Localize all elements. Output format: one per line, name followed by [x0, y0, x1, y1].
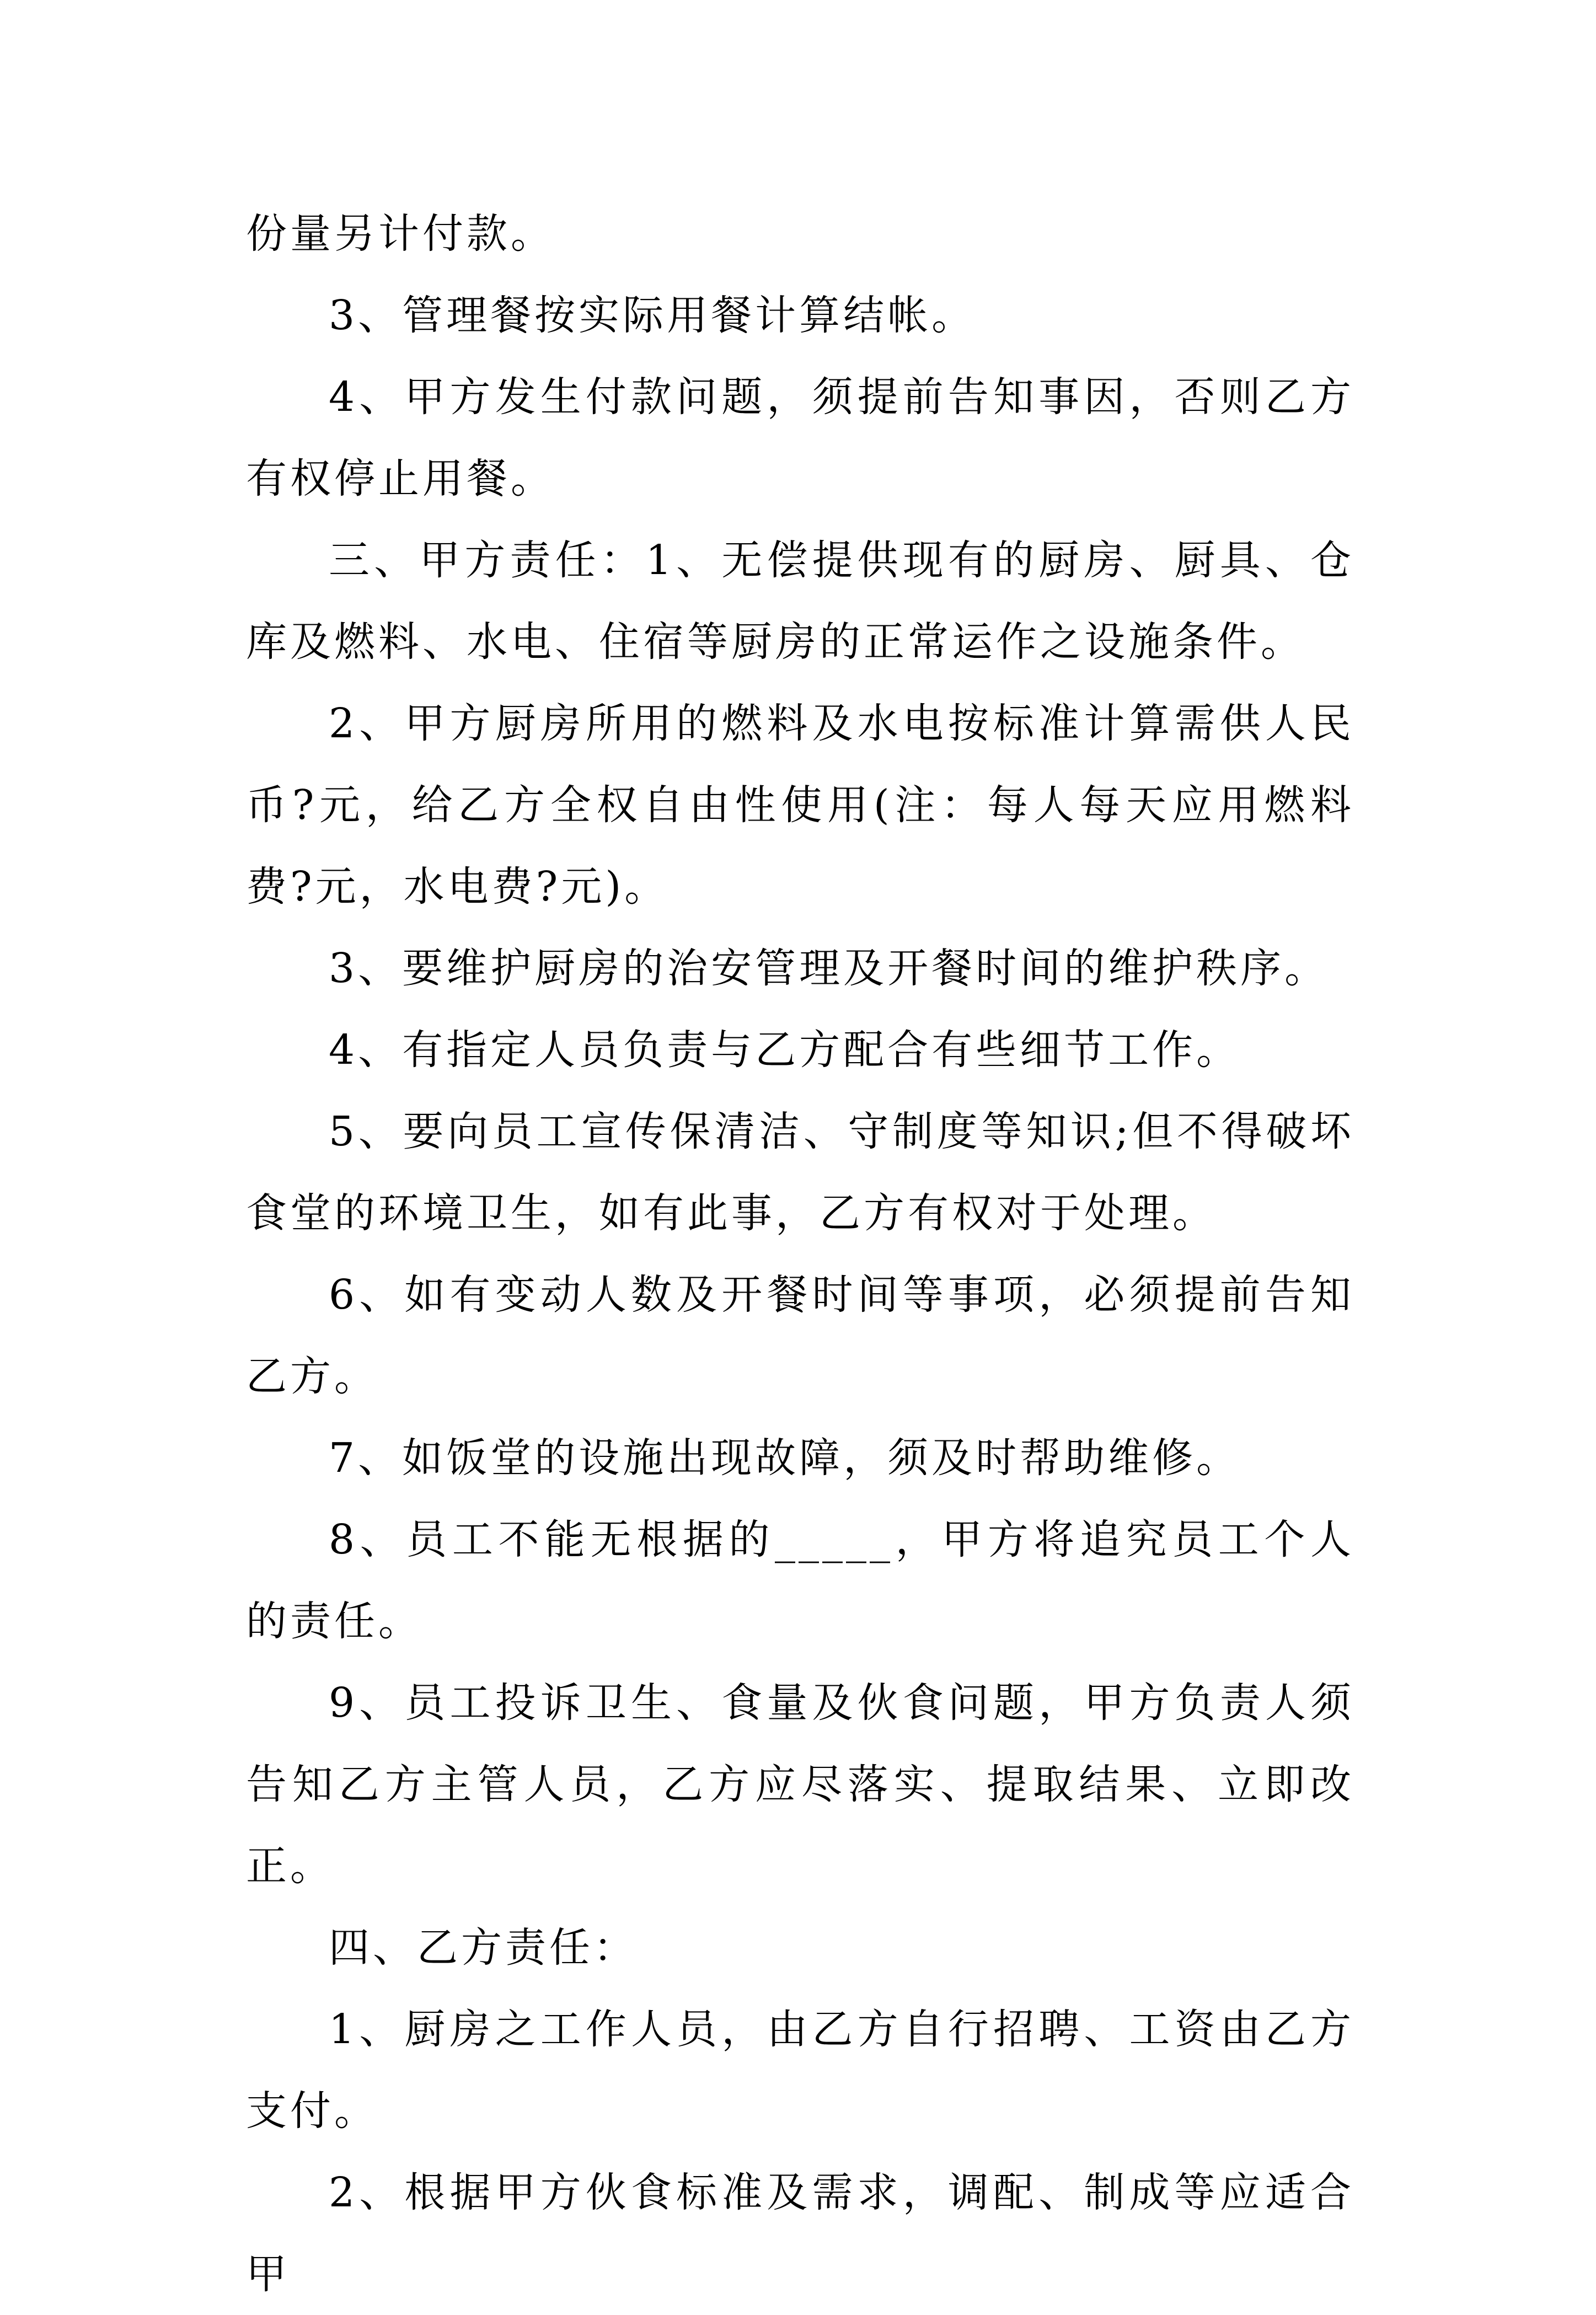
- document-body: [246, 193, 1354, 2315]
- paragraph: 2、根据甲方伙食标准及需求，调配、制成等应适合甲: [246, 2169, 1354, 2298]
- paragraph: 份量另计付款。: [246, 210, 555, 258]
- paragraph: 2、甲方厨房所用的燃料及水电按标准计算需供人民币?元，给乙方全权自由性使用(注：每人每天应用燃料费?元，水电费?元)。: [246, 700, 1354, 910]
- paragraph: 4、甲方发生付款问题，须提前告知事因，否则乙方有权停止用餐。: [246, 373, 1354, 502]
- paragraph: 8、员工不能无根据的_____，甲方将追究员工个人的责任。: [246, 1516, 1354, 1645]
- paragraph: 6、如有变动人数及开餐时间等事项，必须提前告知乙方。: [246, 1271, 1354, 1400]
- paragraph: 3、要维护厨房的治安管理及开餐时间的维护秩序。: [329, 945, 1329, 992]
- paragraph: 三、甲方责任：1、无偿提供现有的厨房、厨具、仓库及燃料、水电、住宿等厨房的正常运作之设施条件。: [246, 537, 1354, 666]
- paragraph: 9、员工投诉卫生、食量及伙食问题，甲方负责人须告知乙方主管人员，乙方应尽落实、提取结果、立即改正。: [246, 1679, 1354, 1890]
- paragraph: 四、乙方责任：: [329, 1924, 638, 1971]
- paragraph: 4、有指定人员负责与乙方配合有些细节工作。: [329, 1026, 1241, 1074]
- paragraph: 1、厨房之工作人员，由乙方自行招聘、工资由乙方支付。: [246, 2006, 1354, 2135]
- paragraph: 5、要向员工宣传保清洁、守制度等知识;但不得破坏食堂的环境卫生，如有此事，乙方有权对于处理。: [246, 1108, 1354, 1237]
- paragraph: 3、管理餐按实际用餐计算结帐。: [329, 292, 976, 339]
- paragraph: 7、如饭堂的设施出现故障，须及时帮助维修。: [329, 1434, 1241, 1482]
